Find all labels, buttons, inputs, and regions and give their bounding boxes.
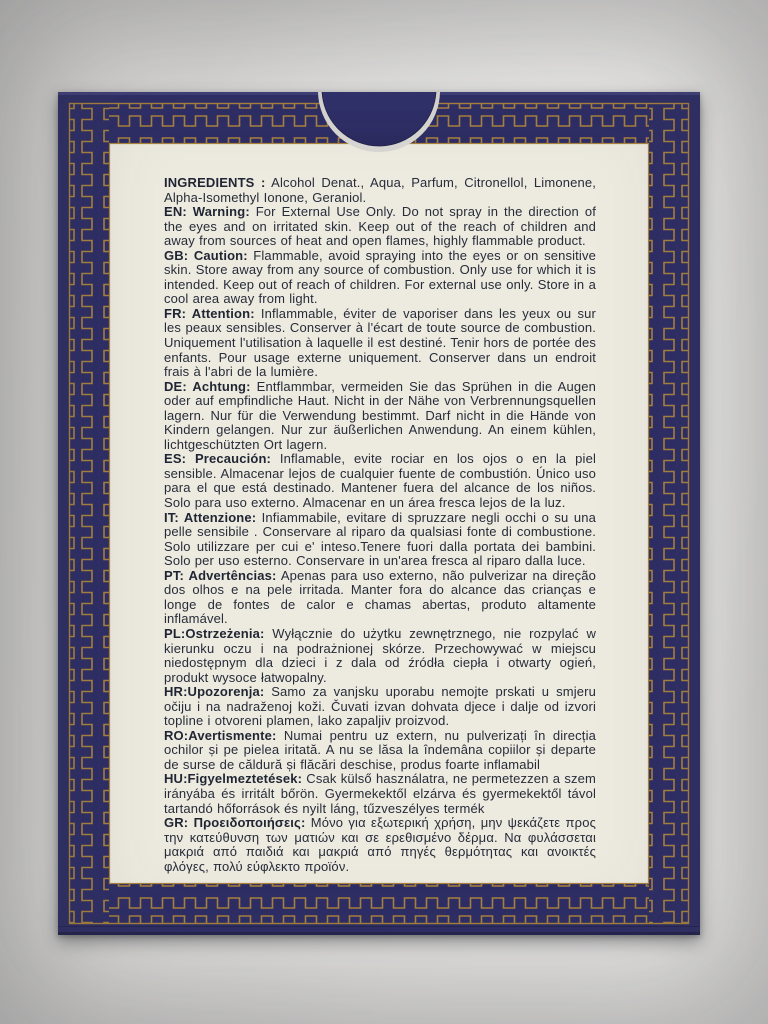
- section-text: Entflammbar, vermeiden Sie das Sprühen in die Augen oder auf empfindliche Haut. Nicht in der Nähe von Verbrennungsquellen lagern. Nur für die Verwendung bestimmt. Darf nicht in die Hände von Kindern gelangen. Nur zur äußerlichen Anwendung. An einem kühlen, lichtgeschützten Ort lagern.: [164, 378, 596, 452]
- label-section-en: [164, 205, 596, 249]
- label-section-ingredients: [164, 176, 596, 205]
- label-panel: [164, 176, 596, 874]
- section-text: Apenas para uso externo, não pulverizar na direção dos olhos e na pele irritada. Manter fora do alcance das crianças e longe de fontes de calor e chamas abertas, produto altamente inflamável.: [164, 567, 597, 627]
- section-lead: PT: Advertências:: [164, 567, 277, 583]
- section-lead: DE: Achtung:: [164, 378, 251, 394]
- section-text: Samo za vanjsku uporabu nemojte prskati u smjeru očiju i na nadraženoj koži. Čuvati izvan dohvata djece i dalje od izvori topline i otvoreni plamen, lako zapaljiv proizvod.: [164, 684, 596, 729]
- label-section-ro: [164, 729, 596, 773]
- section-text: Flammable, avoid spraying into the eyes or on sensitive skin. Store away from any source of combustion. Only use for which it is intended. Keep out of reach of children. For external use only. Store in a cool area away from light.: [164, 247, 596, 307]
- section-lead: INGREDIENTS :: [164, 175, 266, 190]
- label-section-es: [164, 452, 596, 510]
- section-text: Infiammabile, evitare di spruzzare negli occhi o su una pelle sensibile . Conservare al riparo da qualsiasi fonte di combustione. Solo utilizzare per cui e' inteso.Tenere fuori dalla portata dei bambini. Solo per uso esterno. Conservare in un'area fresca al riparo dalla luce.: [164, 509, 596, 569]
- section-lead: FR: Attention:: [164, 305, 255, 321]
- section-lead: IT: Attenzione:: [164, 509, 257, 525]
- section-lead: ES: Precaución:: [164, 451, 272, 467]
- label-section-hr: [164, 685, 596, 729]
- section-text: Csak külső használatra, ne permetezzen a szem irányába és irritált bőrön. Gyermekektől elzárva és gyermekektől távol tartandó hőforrások és nyilt láng, tűzveszélyes termék: [164, 771, 596, 816]
- section-lead: GB: Caution:: [164, 247, 248, 263]
- section-text: Wyłącznie do użytku zewnętrznego, nie rozpylać w kierunku oczu i na podrażnionej skórze. Przechowywać w miejscu niedostępnym dla dzieci i z dala od źródła ciepła i otwarty ogień, produkt wysoce łatwopalny.: [164, 625, 596, 685]
- section-text: Alcohol Denat., Aqua, Parfum, Citronellol, Limonene, Alpha-Isomethyl Ionone, Geraniol.: [164, 175, 596, 205]
- label-section-pl: [164, 627, 596, 685]
- label-section-it: [164, 511, 596, 569]
- section-lead: EN: Warning:: [164, 204, 250, 220]
- perfume-box-back-panel: [58, 92, 700, 935]
- label-section-gr: [164, 816, 596, 874]
- section-lead: HU:Figyelmeztetések:: [164, 771, 303, 787]
- label-section-pt: [164, 569, 596, 627]
- section-text: Numai pentru uz extern, nu pulverizați în direcția ochilor și pe pielea iritată. A nu se lăsa la îndemâna copiilor și departe de surse de căldură și flăcări deschise, produs foarte inflamabil: [164, 727, 596, 772]
- section-lead: RO:Avertismente:: [164, 727, 277, 743]
- section-text: Inflamable, evite rociar en los ojos o en la piel sensible. Almacenar lejos de cualquier fuente de combustión. Único uso para el que está destinado. Mantener fuera del alcance de los niños. Solo para uso externo. Almacenar en un área fresca lejos de la luz.: [164, 451, 596, 511]
- section-text: Inflammable, éviter de vaporiser dans les yeux ou sur les peaux sensibles. Conserver à l'écart de toute source de combustion. Uniquement l'utilisation à laquelle il est destiné. Tenir hors de portée des enfants. Pour usage externe uniquement. Conserver dans un endroit frais à l'abri de la lumière.: [164, 305, 596, 380]
- section-lead: PL:Ostrzeżenia:: [164, 625, 265, 641]
- section-lead: HR:Upozorenja:: [164, 684, 265, 700]
- label-section-hu: [164, 772, 596, 816]
- label-section-fr: [164, 307, 596, 380]
- section-text: Μόνο για εξωτερική χρήση, μην ψεκάζετε προς την κατεύθυνση των ματιών και σε ερεθισμένο δέρμα. Να φυλάσσεται μακριά από παιδιά και μακριά από πηγές θερμότητας και ανοικτές φλόγες, πολύ εύφλεκτο προϊόν.: [164, 815, 596, 874]
- section-text: For External Use Only. Do not spray in the direction of the eyes and on irritated skin. Keep out of the reach of children and away from sources of heat and open flames, highly flammable product.: [164, 204, 596, 249]
- section-lead: GR: Προειδοποιήσεις:: [164, 815, 306, 831]
- label-section-gb: [164, 249, 596, 307]
- label-section-de: [164, 380, 596, 453]
